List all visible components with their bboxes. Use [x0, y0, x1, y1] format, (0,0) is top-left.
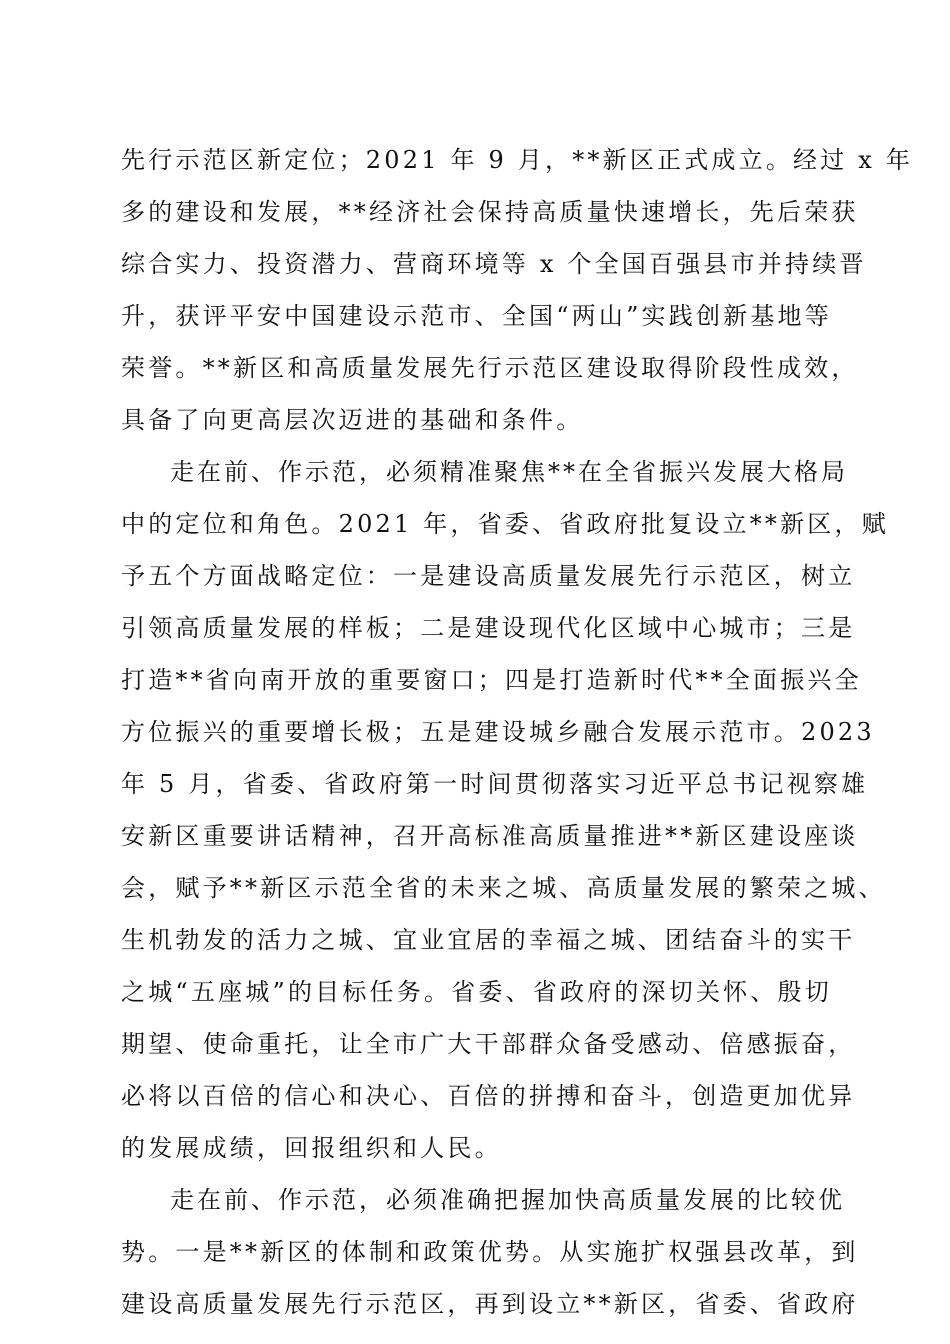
text-line: 的发展成绩，回报组织和人民。: [121, 1134, 502, 1162]
text-line: 予五个方面战略定位：一是建设高质量发展先行示范区，树立: [121, 562, 856, 590]
text-line: 引领高质量发展的样板；二是建设现代化区域中心城市；三是: [121, 614, 856, 642]
text-line: 势。一是**新区的体制和政策优势。从实施扩权强县改革，到: [121, 1238, 859, 1266]
text-line: 方位振兴的重要增长极；五是建设城乡融合发展示范市。2023: [121, 718, 875, 746]
text-line: 打造**省向南开放的重要窗口；四是打造新时代**全面振兴全: [121, 666, 862, 694]
text-line: 年 5 月，省委、省政府第一时间贯彻落实习近平总书记视察雄: [121, 770, 869, 798]
text-line: 走在前、作示范，必须精准聚焦**在全省振兴发展大格局: [170, 458, 848, 486]
text-line: 多的建设和发展，**经济社会保持高质量快速增长，先后荣获: [121, 198, 859, 226]
text-line: 生机勃发的活力之城、宜业宜居的幸福之城、团结奋斗的实干: [121, 926, 856, 954]
text-line: 先行示范区新定位；2021 年 9 月，**新区正式成立。经过 x 年: [121, 146, 914, 174]
text-line: 会，赋予**新区示范全省的未来之城、高质量发展的繁荣之城、: [121, 874, 886, 902]
text-line: 升，获评平安中国建设示范市、全国“两山”实践创新基地等: [121, 302, 832, 330]
text-line: 期望、使命重托，让全市广大干部群众备受感动、倍感振奋，: [121, 1030, 856, 1058]
text-line: 之城“五座城”的目标任务。省委、省政府的深切关怀、殷切: [121, 978, 832, 1006]
text-line: 建设高质量发展先行示范区，再到设立**新区，省委、省政府: [121, 1290, 859, 1318]
text-line: 综合实力、投资潜力、营商环境等 x 个全国百强县市并持续晋: [121, 250, 867, 278]
text-line: 具备了向更高层次迈进的基础和条件。: [121, 406, 584, 434]
text-line: 走在前、作示范，必须准确把握加快高质量发展的比较优: [170, 1186, 845, 1214]
text-line: 安新区重要讲话精神，召开高标准高质量推进**新区建设座谈: [121, 822, 859, 850]
text-line: 荣誉。**新区和高质量发展先行示范区建设取得阶段性成效，: [121, 354, 859, 382]
text-line: 必将以百倍的信心和决心、百倍的拼搏和奋斗，创造更加优异: [121, 1082, 856, 1110]
text-line: 中的定位和角色。2021 年，省委、省政府批复设立**新区，赋: [121, 510, 889, 538]
